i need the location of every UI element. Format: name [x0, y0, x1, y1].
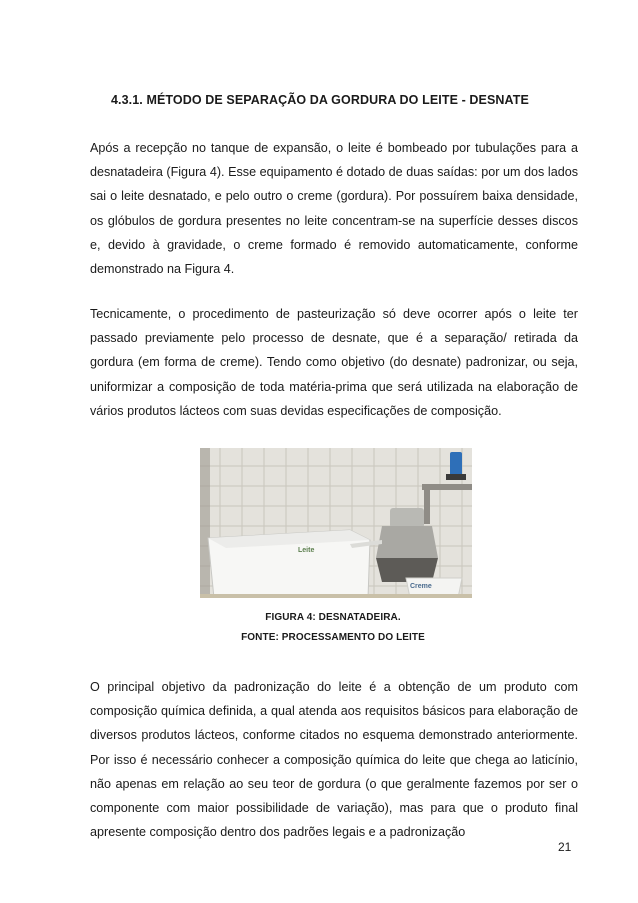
- paragraph-1: Após a recepção no tanque de expansão, o leite é bombeado por tubulações para a desnatadeira (Figura 4). Esse equipamento é dotado de duas saídas: por um dos lados sai o leite desnatado, e pelo outro o creme (gordura). Por possuírem baixa densidade, os glóbulos de gordura presentes no leite concentram-se na superfície desses discos e, devido à gravidade, o creme formado é removido automaticamente, conforme demonstrado na Figura 4.: [90, 141, 578, 277]
- paragraph-3: O principal objetivo da padronização do leite é a obtenção de um produto com composição química definida, a qual atenda aos requisitos básicos para elaboração de diversos produtos lácteos, conforme citados no esquema demonstrado anteriormente. Por isso é necessário conhecer a composição química do leite que chega ao laticínio, não apenas em relação ao seu teor de gordura (o que geralmente fazemos por ser o componente com maior possibilidade de variação), mas para que o produto final apresente composição dentro dos padrões legais e a padronização: [90, 680, 578, 840]
- figure-source: FONTE: PROCESSAMENTO DO LEITE: [241, 632, 425, 643]
- label-leite: Leite: [298, 547, 315, 554]
- figure-caption: FIGURA 4: DESNATADEIRA.: [265, 612, 401, 623]
- label-creme: Creme: [410, 583, 432, 590]
- photo-illustration: [200, 448, 472, 598]
- separator-bowl: [390, 508, 424, 528]
- paragraph-2: Tecnicamente, o procedimento de pasteurização só deve ocorrer após o leite ter passado previamente pelo processo de desnate, que é a separação/ retirada da gordura (em forma de creme). Tendo como objetivo (do desnate) padronizar, ou seja, uniformizar a composição de toda matéria-prima que será utilizada na elaboração de vários produtos lácteos com suas devidas especificações de composição.: [90, 307, 578, 418]
- section-heading: 4.3.1. MÉTODO DE SEPARAÇÃO DA GORDURA DO LEITE - DESNATE: [111, 93, 529, 107]
- page-number: 21: [558, 840, 572, 854]
- figure-photo-desnatadeira: [200, 448, 472, 598]
